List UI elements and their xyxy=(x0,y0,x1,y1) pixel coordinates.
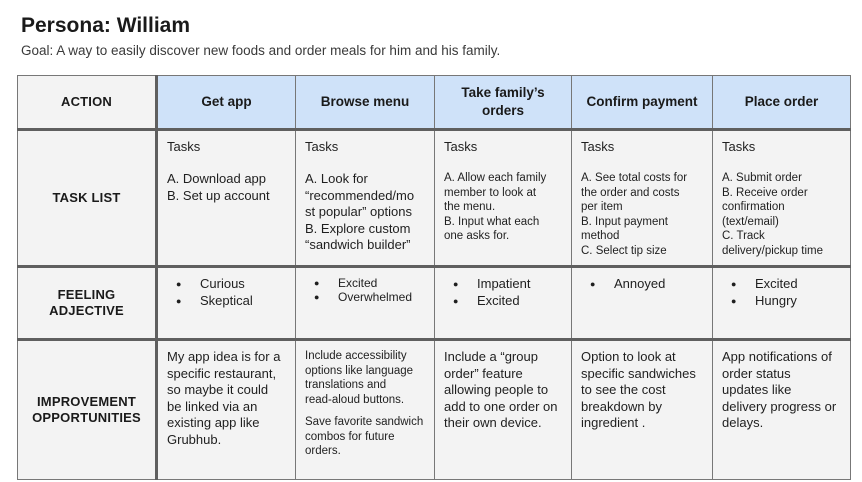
improvement-line: Include a “group xyxy=(444,349,538,364)
tasks-header: Tasks xyxy=(722,139,756,154)
tasks-place-order xyxy=(713,130,851,267)
task-item: “sandwich builder” xyxy=(305,237,411,252)
feeling-list xyxy=(167,276,287,309)
improvement-line: to see the cost xyxy=(581,382,666,397)
improvement-line: breakdown by xyxy=(581,398,662,414)
stage-take-orders-line-2: orders xyxy=(481,103,525,118)
feeling-label-line-1: FEELING xyxy=(57,287,116,302)
tasks-header: Tasks xyxy=(167,139,201,154)
task-item: B. Set up account xyxy=(167,187,270,203)
feeling-item: ● Overwhelmed xyxy=(310,290,426,304)
action-label: ACTION xyxy=(18,76,157,130)
task-item: A. Look for xyxy=(305,171,368,186)
improvement-place-order xyxy=(713,340,851,480)
stage-take-orders xyxy=(435,76,572,130)
improvement-get-app xyxy=(157,340,296,480)
stage-get-app: Get app xyxy=(157,76,296,130)
action-row xyxy=(18,76,851,130)
feeling-label-line-2: ADJECTIVE xyxy=(49,303,124,318)
task-item: C. Select tip size xyxy=(581,244,667,257)
task-item: confirmation xyxy=(722,201,785,213)
improvement-line: combos for future xyxy=(305,430,395,443)
improvement-line: be linked via an xyxy=(167,398,258,414)
improvement-line: delivery progress or xyxy=(722,398,837,414)
improvement-line: specific restaurant, xyxy=(167,365,277,381)
task-item: A. See total costs for xyxy=(581,172,688,184)
stage-take-orders-line-1: Take family’s xyxy=(461,85,545,100)
task-item: the menu. xyxy=(444,201,496,213)
feeling-item: ● Excited xyxy=(727,276,842,293)
feelings-confirm-payment xyxy=(572,267,713,340)
improvement-line: translations and xyxy=(305,379,387,391)
page-title: Persona: William xyxy=(21,14,191,37)
improvement-line: their own device. xyxy=(444,415,542,430)
task-item: st popular” options xyxy=(305,204,412,219)
improvement-browse-menu xyxy=(296,340,435,480)
improvement-line: My app idea is for a xyxy=(167,349,281,364)
tasks-header: Tasks xyxy=(581,139,615,154)
tasks-take-orders xyxy=(435,130,572,267)
feeling-label xyxy=(18,267,157,340)
improvement-line: read-aloud buttons. xyxy=(305,393,405,406)
stage-confirm-payment: Confirm payment xyxy=(572,76,713,130)
tasks-header: Tasks xyxy=(305,139,339,154)
improvement-line: order status xyxy=(722,365,791,381)
stage-browse-menu: Browse menu xyxy=(296,76,435,130)
improvement-line: App notifications of xyxy=(722,349,832,364)
feelings-place-order xyxy=(713,267,851,340)
feeling-item: ● Excited xyxy=(310,276,426,290)
feelings-take-orders xyxy=(435,267,572,340)
improvement-line: add to one order on xyxy=(444,398,558,414)
improvement-line: specific sandwiches xyxy=(581,365,696,381)
feelings-get-app xyxy=(157,267,296,340)
improvement-line: order” feature xyxy=(444,365,523,381)
improvement-line: so maybe it could xyxy=(167,382,269,397)
improvement-line: Grubhub. xyxy=(167,431,222,447)
feeling-item: ● Excited xyxy=(449,293,563,310)
feelings-browse-menu xyxy=(296,267,435,340)
improvement-line: existing app like xyxy=(167,415,260,430)
task-item: the order and costs xyxy=(581,186,680,199)
improvement-line: allowing people to xyxy=(444,382,549,397)
task-list-label: TASK LIST xyxy=(18,130,157,267)
improvement-line: updates like xyxy=(722,382,792,397)
journey-map-table xyxy=(17,75,851,480)
task-item: C. Track xyxy=(722,230,765,242)
improvement-line: delays. xyxy=(722,415,764,430)
improvement-take-orders xyxy=(435,340,572,480)
task-item: method xyxy=(581,230,620,242)
task-item: A. Submit order xyxy=(722,172,802,184)
improvement-line: orders. xyxy=(305,445,341,457)
feeling-list xyxy=(305,276,426,304)
feeling-list xyxy=(722,276,842,309)
improvement-label xyxy=(18,340,157,480)
tasks-get-app xyxy=(157,130,296,267)
improvement-confirm-payment xyxy=(572,340,713,480)
task-item: B. Explore custom xyxy=(305,220,411,236)
improvement-line: ingredient . xyxy=(581,415,646,430)
task-item: B. Input payment xyxy=(581,215,668,228)
feeling-list xyxy=(444,276,563,309)
feeling-item: ● Curious xyxy=(172,276,287,293)
task-item: member to look at xyxy=(444,186,537,199)
tasks-browse-menu xyxy=(296,130,435,267)
feeling-list xyxy=(581,276,704,293)
stage-place-order: Place order xyxy=(713,76,851,130)
task-item: delivery/pickup time xyxy=(722,244,823,257)
improvement-label-line-1: IMPROVEMENT xyxy=(37,394,136,409)
task-item: one asks for. xyxy=(444,230,510,242)
improvement-row xyxy=(18,340,851,480)
task-list-row xyxy=(18,130,851,267)
tasks-header: Tasks xyxy=(444,139,478,154)
task-item: A. Allow each family xyxy=(444,172,547,184)
task-item: B. Input what each xyxy=(444,215,540,228)
feeling-item: ● Annoyed xyxy=(586,276,704,293)
task-item: A. Download app xyxy=(167,171,267,186)
improvement-line: Include accessibility xyxy=(305,350,407,362)
goal-text: Goal: A way to easily discover new foods and order meals for him and his family. xyxy=(21,43,501,58)
feeling-item: ● Hungry xyxy=(727,293,842,310)
improvement-line: Option to look at xyxy=(581,349,676,364)
feeling-item: ● Skeptical xyxy=(172,293,287,310)
feeling-item: ● Impatient xyxy=(449,276,563,293)
improvement-line: options like language xyxy=(305,364,414,377)
improvement-label-line-2: OPPORTUNITIES xyxy=(32,410,141,425)
task-item: B. Receive order xyxy=(722,186,808,199)
tasks-confirm-payment xyxy=(572,130,713,267)
feeling-row xyxy=(18,267,851,340)
task-item: per item xyxy=(581,201,623,213)
task-item: (text/email) xyxy=(722,215,779,228)
task-item: “recommended/mo xyxy=(305,187,415,203)
improvement-line: Save favorite sandwich xyxy=(305,416,424,428)
